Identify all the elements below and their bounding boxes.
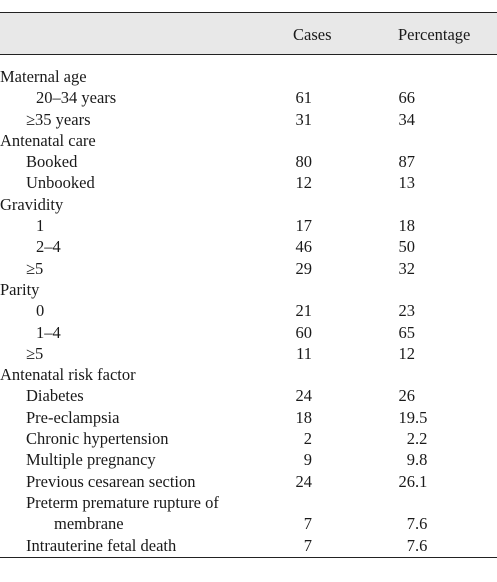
row-label: membrane <box>54 514 124 534</box>
cases-value: 7 <box>303 535 312 555</box>
bottom-rule <box>0 557 497 558</box>
percentage-value: 26 <box>398 386 415 406</box>
row-label: Unbooked <box>26 173 95 193</box>
row-label: Parity <box>0 279 40 299</box>
cases-value: 80 <box>295 152 312 172</box>
percentage-value: 7.6 <box>406 535 428 555</box>
table-row <box>0 236 497 257</box>
percentage-value: 32 <box>398 258 415 278</box>
row-label: ≥5 <box>26 258 44 278</box>
cases-value: 31 <box>295 109 312 129</box>
percentage-value: 9.8 <box>406 450 428 470</box>
percentage-value: 65 <box>398 322 415 342</box>
row-label: Booked <box>26 152 78 172</box>
table-row <box>0 513 497 534</box>
row-label: Chronic hypertension <box>26 429 169 449</box>
table-row <box>0 343 497 364</box>
cases-value: 18 <box>295 407 312 427</box>
table-row <box>0 215 497 236</box>
percentage-value: 18 <box>398 216 415 236</box>
table-row <box>0 492 497 513</box>
row-label: 2–4 <box>36 237 61 257</box>
percentage-value: 13 <box>398 173 415 193</box>
row-label: 1–4 <box>36 322 61 342</box>
row-label: Diabetes <box>26 386 84 406</box>
percentage-value: 26.1 <box>398 471 428 491</box>
table-row <box>0 407 497 428</box>
table-row <box>0 471 497 492</box>
cases-value: 7 <box>303 514 312 534</box>
row-label: Maternal age <box>0 67 87 86</box>
row-label: ≥35 years <box>26 109 91 129</box>
table-row <box>0 130 497 151</box>
row-label: Preterm premature rupture of <box>26 492 219 512</box>
row-label: Pre-eclampsia <box>26 407 120 427</box>
table-row <box>0 279 497 300</box>
row-label: Antenatal care <box>0 130 96 150</box>
row-label: 1 <box>36 216 45 236</box>
cases-value: 24 <box>295 386 312 406</box>
row-label: 20–34 years <box>36 88 117 108</box>
table-row <box>0 364 497 385</box>
table-row <box>0 194 497 215</box>
cases-value: 61 <box>295 88 312 108</box>
table-row <box>0 449 497 470</box>
percentage-value: 50 <box>398 237 415 257</box>
table-row <box>0 66 497 87</box>
percentage-value: 34 <box>398 109 415 129</box>
percentage-value: 2.2 <box>406 429 428 449</box>
cases-value: 29 <box>295 258 312 278</box>
table-row <box>0 322 497 343</box>
cases-value: 9 <box>303 450 312 470</box>
table-row <box>0 385 497 406</box>
table-row <box>0 258 497 279</box>
percentage-value: 66 <box>398 88 415 108</box>
percentage-value: 7.6 <box>406 514 428 534</box>
cases-value: 21 <box>295 301 312 321</box>
table-row <box>0 87 497 108</box>
table-header <box>0 13 497 55</box>
percentage-value: 23 <box>398 301 415 321</box>
cases-value: 46 <box>295 237 312 257</box>
cases-value: 11 <box>296 343 312 363</box>
table-row <box>0 172 497 193</box>
cases-value: 60 <box>295 322 312 342</box>
row-label: Antenatal risk factor <box>0 365 136 385</box>
row-label: Multiple pregnancy <box>26 450 156 470</box>
table-row <box>0 300 497 321</box>
table-row <box>0 109 497 130</box>
header-cases: Cases <box>293 25 332 44</box>
percentage-value: 12 <box>398 343 415 363</box>
row-label: Previous cesarean section <box>26 471 196 491</box>
percentage-value: 87 <box>398 152 415 172</box>
cases-value: 24 <box>295 471 312 491</box>
table-row <box>0 535 497 556</box>
row-label: ≥5 <box>26 343 44 363</box>
row-label: Gravidity <box>0 194 64 214</box>
row-label: Intrauterine fetal death <box>26 535 177 555</box>
row-label: 0 <box>36 301 45 321</box>
table-row <box>0 428 497 449</box>
cases-value: 17 <box>295 216 312 236</box>
table-body <box>0 66 497 556</box>
cases-value: 12 <box>295 173 312 193</box>
cases-value: 2 <box>303 429 312 449</box>
table-row <box>0 151 497 172</box>
percentage-value: 19.5 <box>398 407 428 427</box>
header-percentage: Percentage <box>398 25 471 44</box>
